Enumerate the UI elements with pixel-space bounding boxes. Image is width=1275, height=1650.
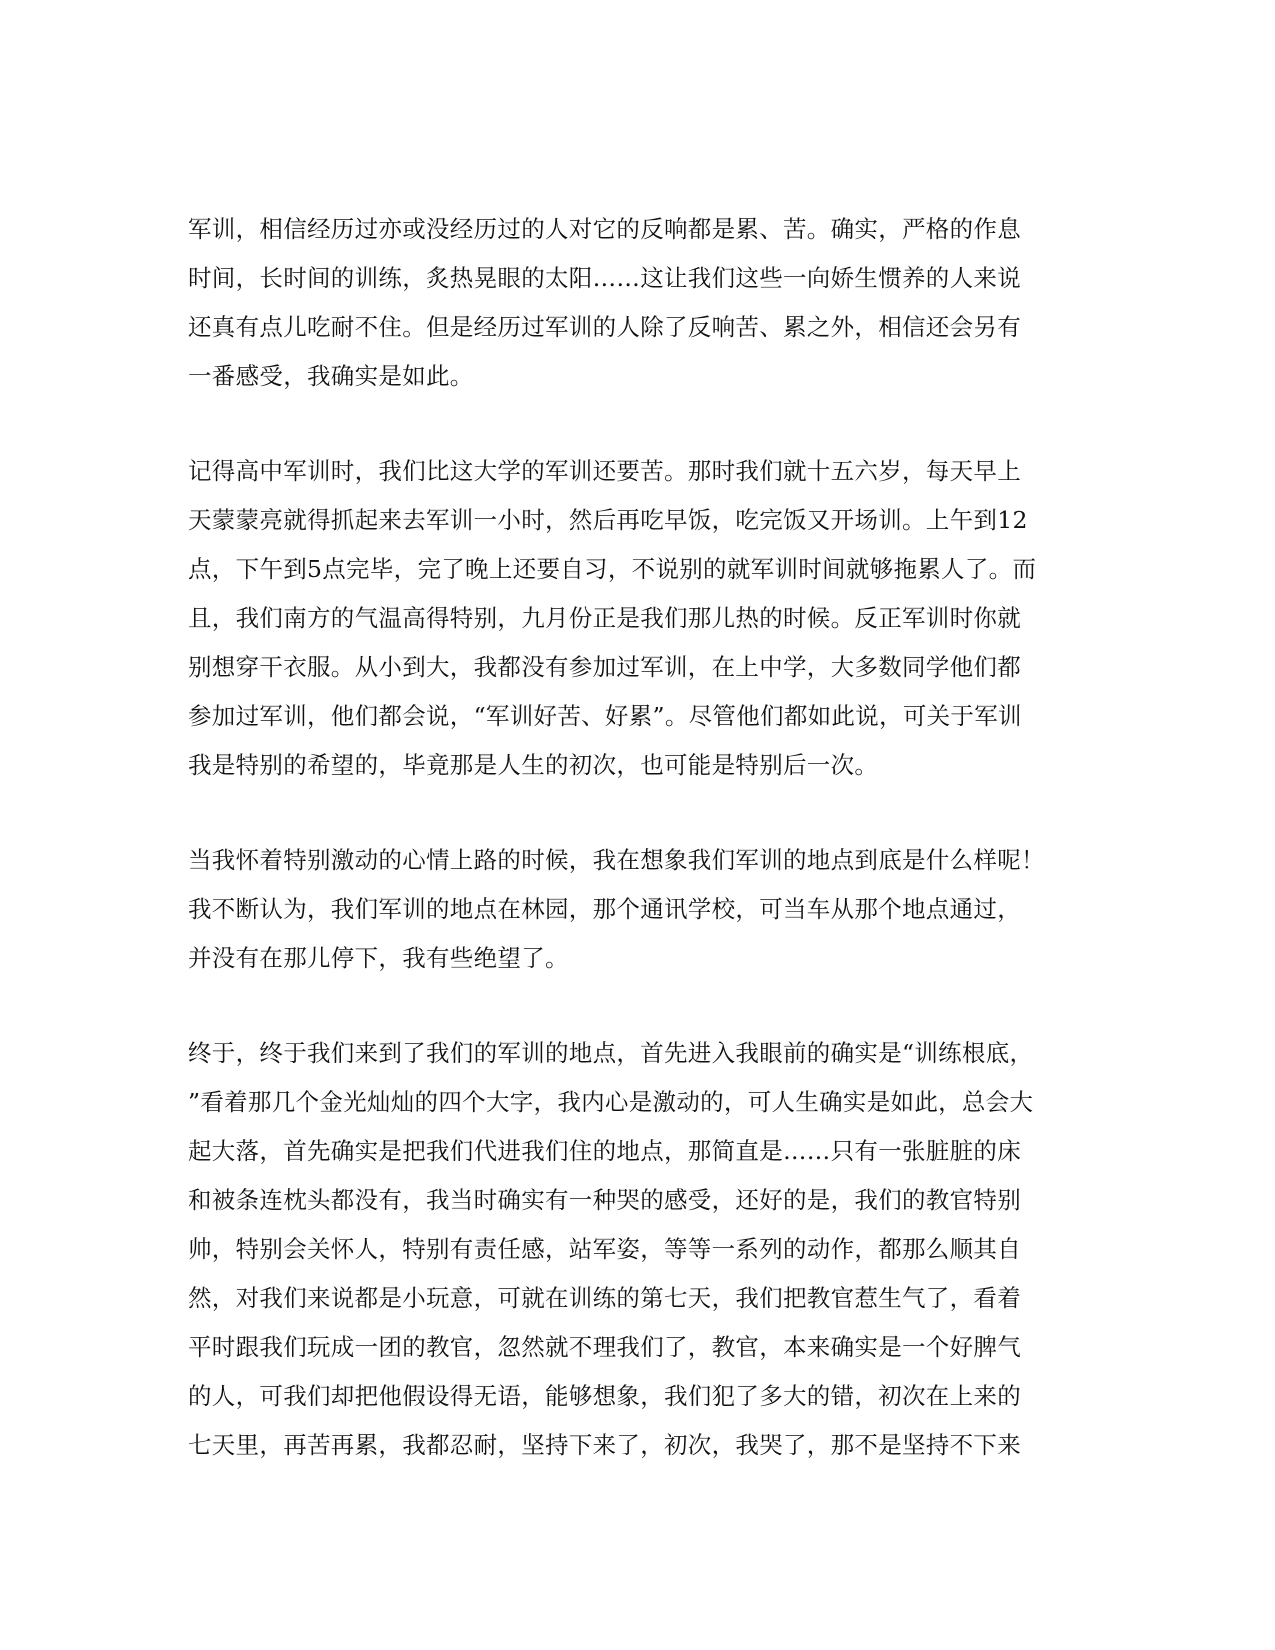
paragraph-1	[188, 205, 1068, 401]
text-line: 平时跟我们玩成一团的教官，忽然就不理我们了，教官，本来确实是一个好脾气	[188, 1333, 1021, 1361]
text-line: 终于，终于我们来到了我们的军训的地点，首先进入我眼前的确实是“训练根底，	[188, 1039, 1034, 1067]
text-line: 当我怀着特别激动的心情上路的时候，我在想象我们军训的地点到底是什么样呢！	[188, 846, 1045, 874]
text-line: 军训，相信经历过亦或没经历过的人对它的反响都是累、苦。确实，严格的作息	[188, 215, 1021, 243]
text-line: 还真有点儿吃耐不住。但是经历过军训的人除了反响苦、累之外，相信还会另有	[188, 313, 1021, 341]
text-line: 时间，长时间的训练，炙热晃眼的太阳……这让我们这些一向娇生惯养的人来说	[188, 264, 1021, 292]
text-line: 和被条连枕头都没有，我当时确实有一种哭的感受，还好的是，我们的教官特别	[188, 1186, 1021, 1214]
text-line: 帅，特别会关怀人，特别有责任感，站军姿，等等一系列的动作，都那么顺其自	[188, 1235, 1021, 1263]
text-line: 并没有在那儿停下，我有些绝望了。	[188, 944, 569, 972]
text-line: 起大落，首先确实是把我们代进我们住的地点，那简直是……只有一张脏脏的床	[188, 1137, 1021, 1165]
text-line: 七天里，再苦再累，我都忍耐，坚持下来了，初次，我哭了，那不是坚持不下来	[188, 1431, 1021, 1459]
paragraph-4	[188, 1029, 1068, 1470]
text-line: 一番感受，我确实是如此。	[188, 362, 474, 390]
text-line: 点，下午到5点完毕，完了晚上还要自习，不说别的就军训时间就够拖累人了。而	[188, 555, 1037, 583]
text-line: 的人，可我们却把他假设得无语，能够想象，我们犯了多大的错，初次在上来的	[188, 1382, 1021, 1410]
text-line: 然，对我们来说都是小玩意，可就在训练的第七天，我们把教官惹生气了，看着	[188, 1284, 1021, 1312]
text-line: ”看着那几个金光灿灿的四个大字，我内心是激动的，可人生确实是如此，总会大	[188, 1088, 1034, 1116]
text-line: 天蒙蒙亮就得抓起来去军训一小时，然后再吃早饭，吃完饭又开场训。上午到12	[188, 506, 1028, 534]
paragraph-3	[188, 836, 1068, 983]
text-line: 参加过军训，他们都会说，“军训好苦、好累”。尽管他们都如此说，可关于军训	[188, 702, 1022, 730]
text-line: 且，我们南方的气温高得特别，九月份正是我们那儿热的时候。反正军训时你就	[188, 604, 1021, 632]
text-line: 记得高中军训时，我们比这大学的军训还要苦。那时我们就十五六岁，每天早上	[188, 457, 1021, 485]
text-line: 别想穿干衣服。从小到大，我都没有参加过军训，在上中学，大多数同学他们都	[188, 653, 1021, 681]
document-body	[188, 205, 1068, 1516]
text-line: 我不断认为，我们军训的地点在林园，那个通讯学校，可当车从那个地点通过，	[188, 895, 1021, 923]
paragraph-2	[188, 447, 1068, 790]
text-line: 我是特别的希望的，毕竟那是人生的初次，也可能是特别后一次。	[188, 751, 879, 779]
